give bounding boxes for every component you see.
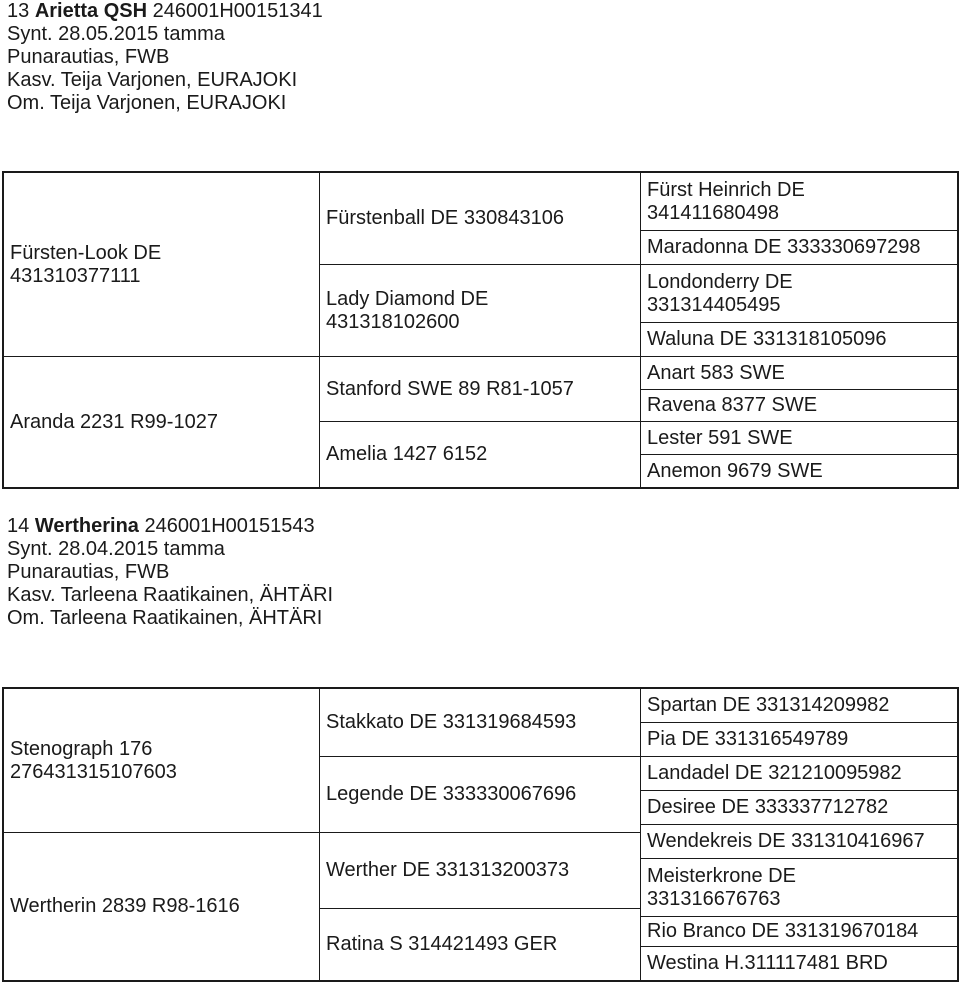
color-breed-line: Punarautias, FWB xyxy=(7,561,170,583)
dsd-cell: Meisterkrone DE 331316676763 xyxy=(641,859,957,917)
dam-sire-cell: Stanford SWE 89 R81-1057 xyxy=(320,357,641,422)
ddd-cell: Westina H.311117481 BRD xyxy=(647,952,888,974)
entry-title-line xyxy=(7,0,323,23)
dam-dam-cell: Ratina S 314421493 GER xyxy=(320,909,641,980)
color-breed-line: Punarautias, FWB xyxy=(7,46,170,68)
sire-cell: Stenograph 176 276431315107603 xyxy=(4,689,320,833)
dam-cell: Aranda 2231 R99-1027 xyxy=(4,357,320,487)
entry-title-line xyxy=(7,515,333,538)
sire-dam-cell: Lady Diamond DE 431318102600 xyxy=(320,265,641,357)
entry-number: 14 xyxy=(7,515,30,537)
sire-dam-cell: Legende DE 333330067696 xyxy=(320,757,641,833)
registration-number: 246001H00151543 xyxy=(144,515,315,537)
dam-cell: Wertherin 2839 R98-1616 xyxy=(4,833,320,980)
sire-sire-cell: Stakkato DE 331319684593 xyxy=(320,689,641,757)
pedigree-grid-14 xyxy=(2,687,959,982)
dam-dam-cell: Amelia 1427 6152 xyxy=(320,422,641,487)
dds-cell: Lester 591 SWE xyxy=(641,422,957,455)
pedigree-grid-13 xyxy=(2,171,959,489)
sss-cell: Fürst Heinrich DE 341411680498 xyxy=(641,173,957,231)
breeder-line: Kasv. Tarleena Raatikainen, ÄHTÄRI xyxy=(7,584,334,606)
entry-13-header xyxy=(7,0,323,115)
entry-number: 13 xyxy=(7,0,30,22)
horse-name: Wertherina xyxy=(34,515,139,537)
entry-14-header xyxy=(7,515,333,630)
owner-line: Om. Teija Varjonen, EURAJOKI xyxy=(7,92,287,114)
dss-cell: Anart 583 SWE xyxy=(641,357,957,390)
dss-cell: Wendekreis DE 331310416967 xyxy=(641,825,957,859)
ssd-cell: Pia DE 331316549789 xyxy=(641,723,957,757)
birth-line: Synt. 28.05.2015 tamma xyxy=(7,23,225,45)
sss-cell: Spartan DE 331314209982 xyxy=(641,689,957,723)
dsd-cell: Ravena 8377 SWE xyxy=(641,390,957,422)
registration-number: 246001H00151341 xyxy=(152,0,323,22)
birth-line: Synt. 28.04.2015 tamma xyxy=(7,538,225,560)
sire-sire-cell: Fürstenball DE 330843106 xyxy=(320,173,641,265)
sdd-cell: Desiree DE 333337712782 xyxy=(641,791,957,825)
dds-cell: Rio Branco DE 331319670184 xyxy=(641,917,957,947)
dam-sire-cell: Werther DE 331313200373 xyxy=(320,833,641,909)
horse-name: Arietta QSH xyxy=(34,0,148,22)
owner-line: Om. Tarleena Raatikainen, ÄHTÄRI xyxy=(7,607,323,629)
ssd-cell: Maradonna DE 333330697298 xyxy=(641,231,957,265)
sdd-cell: Waluna DE 331318105096 xyxy=(641,323,957,357)
breeder-line: Kasv. Teija Varjonen, EURAJOKI xyxy=(7,69,298,91)
sire-cell: Fürsten-Look DE 431310377111 xyxy=(4,173,320,357)
sds-cell: Londonderry DE 331314405495 xyxy=(641,265,957,323)
sds-cell: Landadel DE 321210095982 xyxy=(641,757,957,791)
ddd-cell: Anemon 9679 SWE xyxy=(647,459,823,482)
